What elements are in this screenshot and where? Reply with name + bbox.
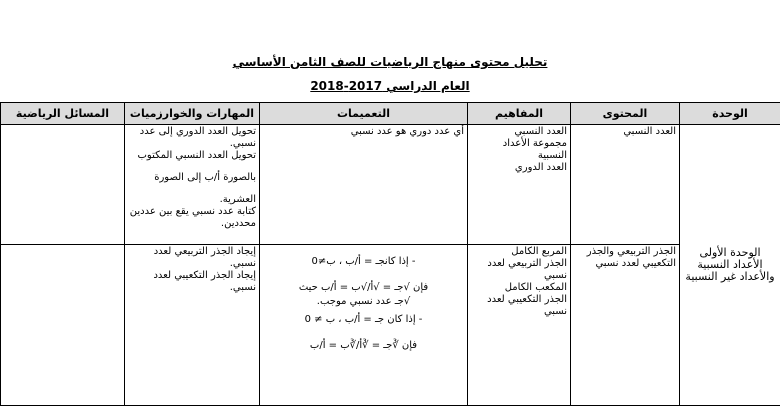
- problems-cell: [1, 245, 125, 406]
- skill-item: تحويل العدد الدوري إلى عدد نسبي.: [128, 126, 256, 150]
- skill-item: إيجاد الجذر التربيعي لعدد نسبي.: [128, 246, 256, 270]
- content-cell: العدد النسبي: [571, 125, 680, 245]
- concept-item: العدد النسبي: [471, 126, 567, 138]
- academic-year: العام الدراسي 2017-2018: [0, 79, 780, 93]
- concept-item: المربع الكامل: [471, 246, 567, 258]
- generalization-line: فإن ∛جـ = ∛أ/∛ب = أ/ب: [263, 340, 464, 352]
- table-row: [1, 125, 780, 245]
- concept-item: الجذر التكعيبي لعدد نسبي: [471, 294, 567, 318]
- unit-cell: الوحدة الأولى الأعداد النسبية والأعداد غير النسبية: [680, 125, 780, 406]
- problems-cell: [1, 125, 125, 245]
- header-concepts: المفاهيم: [468, 103, 571, 125]
- header-skills: المهارات والخوارزميات: [125, 103, 260, 125]
- concept-item: العدد الدوري: [471, 162, 567, 174]
- skill-item: تحويل العدد النسبي المكتوب: [128, 150, 256, 162]
- skill-item: بالصورة أ/ب إلى الصورة: [128, 172, 256, 184]
- content-cell: الجذر التربيعي والجذر التكعيبي لعدد نسبي: [571, 245, 680, 406]
- generalization-line: - إذا كان جـ = أ/ب ، ب ≠ 0: [263, 314, 464, 326]
- concept-item: المكعب الكامل: [471, 282, 567, 294]
- header-row: [1, 103, 780, 125]
- generalization-line: √جـ عدد نسبي موجب.: [263, 296, 464, 308]
- generalization-line: - إذا كانجـ = أ/ب ، ب≠0: [263, 256, 464, 268]
- header-content: المحتوى: [571, 103, 680, 125]
- header-unit: الوحدة: [680, 103, 780, 125]
- header-problems: المسائل الرياضية: [1, 103, 125, 125]
- generalization-cell: [260, 245, 468, 406]
- skill-item: كتابة عدد نسبي يقع بين عددين محددين.: [128, 206, 256, 230]
- document-title: تحليل محتوى منهاج الرياضيات للصف الثامن الأساسي: [0, 55, 780, 69]
- generalization-cell: أي عدد دوري هو عدد نسبي: [260, 125, 468, 245]
- concept-item: الجذر التربيعي لعدد نسبي: [471, 258, 567, 282]
- table-row: [1, 245, 780, 406]
- concepts-cell: [468, 125, 571, 245]
- skills-cell: [125, 125, 260, 245]
- concept-item: مجموعة الأعداد النسبية: [471, 138, 567, 162]
- header-generalizations: التعميمات: [260, 103, 468, 125]
- skill-item: العشرية.: [128, 194, 256, 206]
- concepts-cell: [468, 245, 571, 406]
- skill-item: إيجاد الجذر التكعيبي لعدد نسبي.: [128, 270, 256, 294]
- skills-cell: [125, 245, 260, 406]
- curriculum-analysis-table: [0, 102, 780, 406]
- generalization-line: فإن √جـ = √أ/√ب = أ/ب حيث: [263, 282, 464, 294]
